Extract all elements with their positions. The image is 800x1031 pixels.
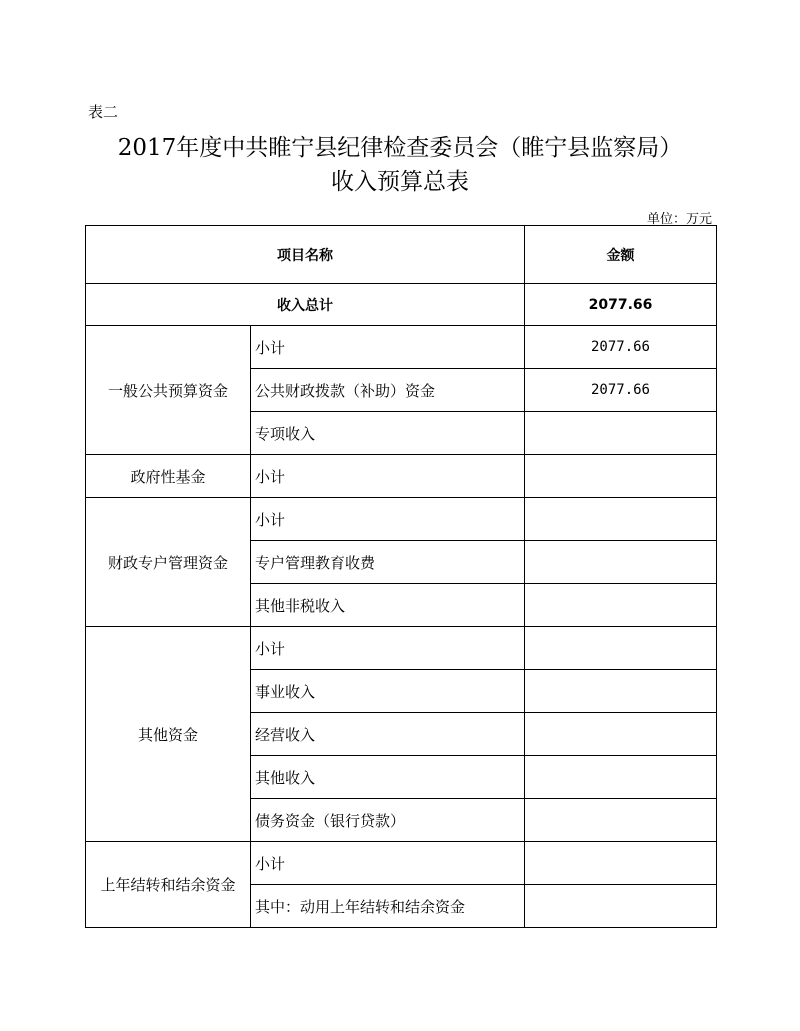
item-cell: 事业收入 (251, 670, 525, 713)
item-cell: 经营收入 (251, 713, 525, 756)
total-amount: 2077.66 (525, 284, 717, 326)
amount-cell (525, 713, 717, 756)
item-cell: 小计 (251, 842, 525, 885)
amount-cell (525, 756, 717, 799)
amount-cell (525, 670, 717, 713)
amount-cell (525, 498, 717, 541)
category-cell: 政府性基金 (86, 455, 251, 498)
table-row (86, 498, 717, 541)
item-cell: 小计 (251, 326, 525, 369)
total-label: 收入总计 (86, 284, 525, 326)
amount-cell (525, 842, 717, 885)
table-label: 表二 (88, 103, 119, 121)
header-row (86, 226, 717, 284)
amount-cell (525, 627, 717, 670)
item-cell: 债务资金（银行贷款） (251, 799, 525, 842)
document-title: 2017年度中共睢宁县纪律检查委员会（睢宁县监察局） (117, 135, 683, 161)
item-cell: 其他非税收入 (251, 584, 525, 627)
item-cell: 其中：动用上年结转和结余资金 (251, 885, 525, 928)
amount-cell (525, 541, 717, 584)
income-budget-table (85, 225, 717, 928)
item-cell: 其他收入 (251, 756, 525, 799)
item-cell: 小计 (251, 627, 525, 670)
item-cell: 小计 (251, 455, 525, 498)
table-row (86, 842, 717, 885)
category-cell: 上年结转和结余资金 (86, 842, 251, 928)
table-body (86, 226, 717, 928)
amount-cell (525, 412, 717, 455)
header-amount: 金额 (525, 226, 717, 284)
amount-cell (525, 584, 717, 627)
amount-cell (525, 885, 717, 928)
category-cell: 财政专户管理资金 (86, 498, 251, 627)
category-cell: 一般公共预算资金 (86, 326, 251, 455)
table-row (86, 455, 717, 498)
amount-cell (525, 799, 717, 842)
unit-label: 单位：万元 (646, 212, 712, 227)
document-subtitle: 收入预算总表 (331, 169, 469, 195)
item-cell: 专户管理教育收费 (251, 541, 525, 584)
item-cell: 专项收入 (251, 412, 525, 455)
category-cell: 其他资金 (86, 627, 251, 842)
table-row (86, 627, 717, 670)
item-cell: 小计 (251, 498, 525, 541)
table-row (86, 326, 717, 369)
item-cell: 公共财政拨款（补助）资金 (251, 369, 525, 412)
total-row (86, 284, 717, 326)
header-name: 项目名称 (86, 226, 525, 284)
amount-cell: 2077.66 (525, 326, 717, 369)
amount-cell: 2077.66 (525, 369, 717, 412)
amount-cell (525, 455, 717, 498)
